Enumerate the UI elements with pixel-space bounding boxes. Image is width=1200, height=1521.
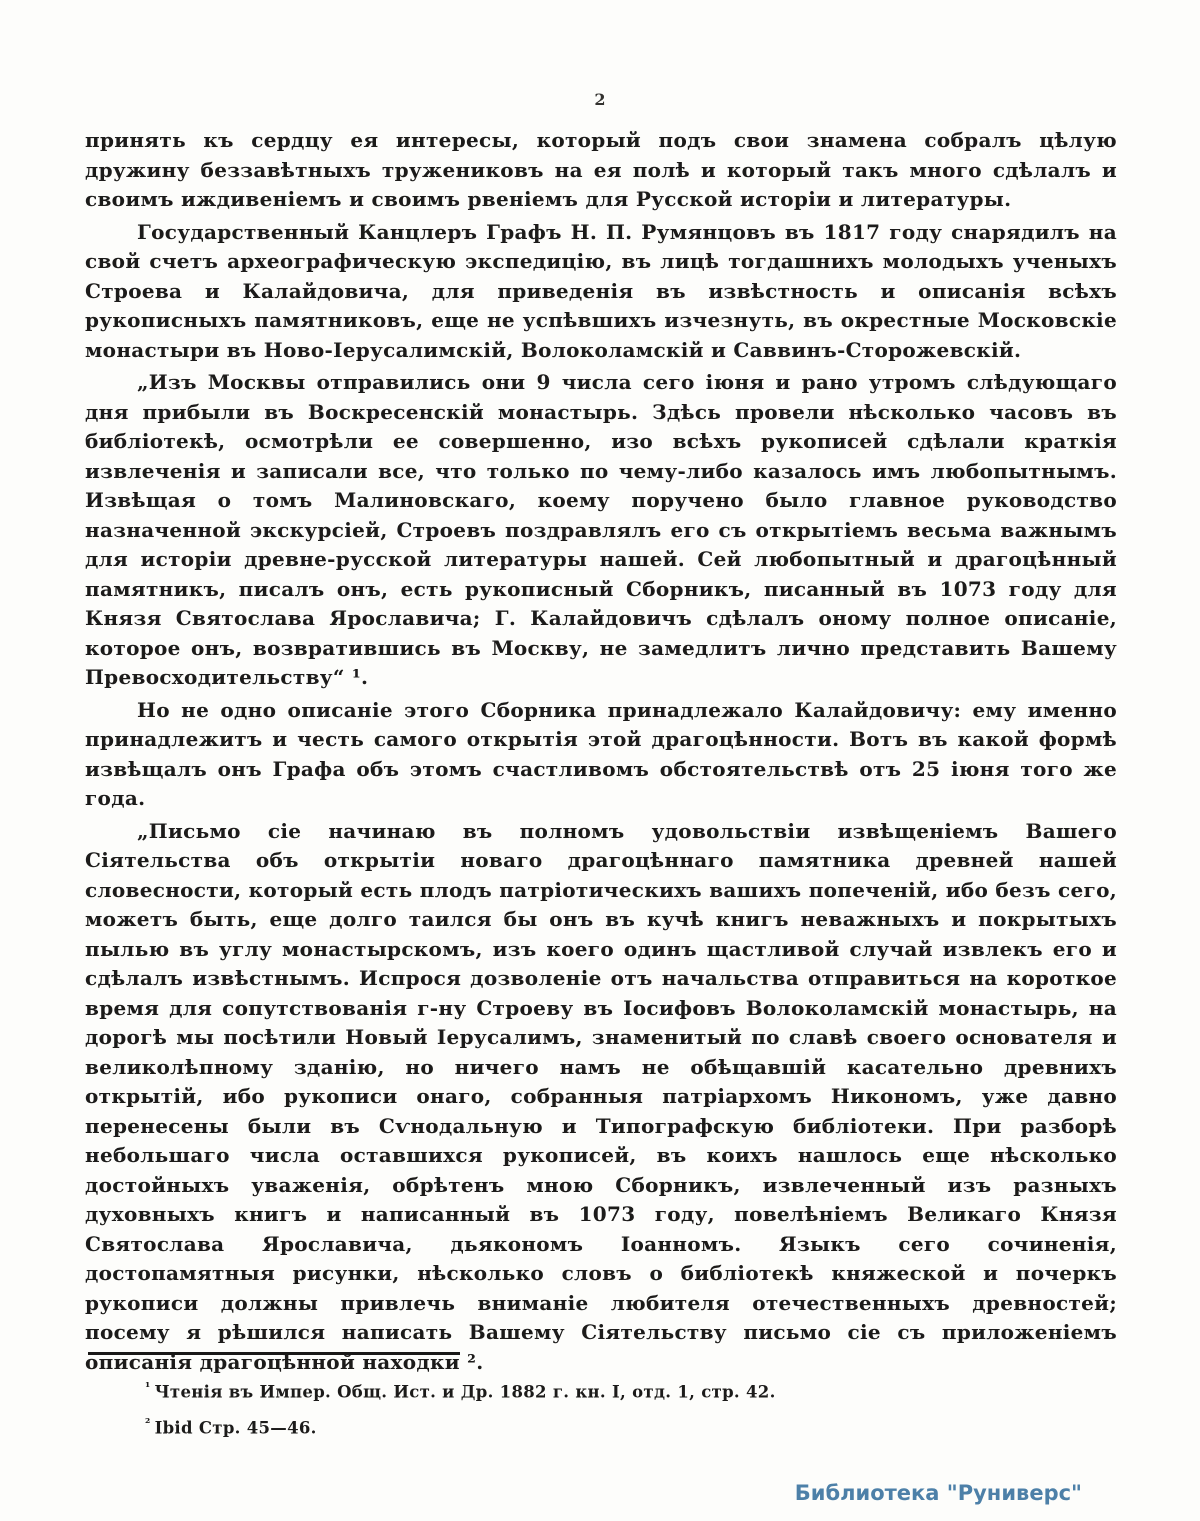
footnote-marker: ¹ bbox=[145, 1380, 151, 1394]
paragraph: „Изъ Москвы отправились они 9 числа сего іюня и рано утромъ слѣдующаго дня прибыли въ Воскресенскій монастырь. Здѣсь провели нѣсколько часовъ въ библіотекѣ, осмотрѣли ее совершенно, изо всѣхъ рукописей сдѣлали краткія извлеченія и записали все, что только по чему-либо казалось имъ любопытнымъ. Извѣщая о томъ Малиновскаго, коему поручено было главное руководство назначенной экскурсіей, Строевъ поздравлялъ его съ открытіемъ весьма важнымъ для исторіи древне-русской литературы нашей. Сей любопытный и драгоцѣнный памятникъ, писалъ онъ, есть рукописный Сборникъ, писанный въ 1073 году для Князя Святослава Ярославича; Г. Калайдовичъ сдѣлалъ оному полное описаніе, которое онъ, возвратившись въ Москву, не замедлитъ лично представить Вашему Превосходительству“ ¹. bbox=[85, 370, 1117, 689]
footnote-marker: ² bbox=[145, 1415, 151, 1430]
paragraph: Государственный Канцлеръ Графъ Н. П. Румянцовъ въ 1817 году снарядилъ на свой счетъ археографическую экспедицію, въ лицѣ тогдашнихъ молодыхъ ученыхъ Строева и Калайдовича, для приведенія въ извѣстность и описанія всѣхъ рукописныхъ памятниковъ, еще не успѣвшихъ изчезнуть, въ окрестные Московскіе монастыри въ Ново-Іерусалимскій, Волоколамскій и Саввинъ-Сторожевскій. bbox=[85, 219, 1117, 362]
footnotes bbox=[85, 1372, 1117, 1443]
paragraph-continuation: принять къ сердцу ея интересы, который подъ свои знамена собралъ цѣлую дружину беззавѣтныхъ тружениковъ на ея полѣ и который такъ много сдѣлалъ и своимъ иждивеніемъ и своимъ рвеніемъ для Русской исторіи и литературы. bbox=[85, 128, 1117, 211]
footnote-separator bbox=[88, 1352, 460, 1355]
paragraph: Но не одно описаніе этого Сборника принадлежало Калайдовичу: ему именно принадлежитъ и честь самого открытія этой драгоцѣнности. Вотъ въ какой формѣ извѣщалъ онъ Графа объ этомъ счастливомъ обстоятельствѣ отъ 25 іюня того же года. bbox=[85, 697, 1117, 810]
page-number: 2 bbox=[594, 90, 606, 109]
watermark: Библиотека "Руниверс" bbox=[794, 1481, 1082, 1505]
footnote bbox=[85, 1372, 1117, 1408]
footnote-text: Чтенія въ Импер. Общ. Ист. и Др. 1882 г. кн. I, отд. 1, стр. 42. bbox=[154, 1382, 776, 1402]
body-text bbox=[85, 126, 1117, 1380]
footnote bbox=[85, 1408, 1117, 1444]
paragraph: „Письмо сіе начинаю въ полномъ удовольствіи извѣщеніемъ Вашего Сіятельства объ открытіи новаго драгоцѣннаго памятника древней нашей словесности, который есть плодъ патріотическихъ вашихъ попеченій, ибо безъ сего, можетъ быть, еще долго таился бы онъ въ кучѣ книгъ неважныхъ и покрытыхъ пылью въ углу монастырскомъ, изъ коего одинъ щастливой случай извлекъ его и сдѣлалъ извѣстнымъ. Испрося дозволеніе отъ начальства отправиться на короткое время для сопутствованія г-ну Строеву въ Іосифовъ Волоколамскій монастырь, на дорогѣ мы посѣтили Новый Іерусалимъ, знаменитый по славѣ своего основателя и великолѣпному зданію, но ничего намъ не обѣщавшій касательно древнихъ открытій, ибо рукописи онаго, собранныя патріархомъ Никономъ, уже давно перенесены были въ Сѵнодальную и Типографскую библіотеки. При разборѣ небольшаго числа оставшихся рукописей, въ коихъ нашлось еще нѣсколько достойныхъ уваженія, обрѣтенъ мною Сборникъ, извлеченный изъ разныхъ духовныхъ книгъ и написанный въ 1073 году, повелѣніемъ Великаго Князя Святослава Ярославича, дьякономъ Іоанномъ. Языкъ сего сочиненія, достопамятныя рисунки, нѣсколько словъ о библіотекѣ княжеской и почеркъ рукописи должны привлечь вниманіе любителя отечественныхъ древностей; посему я рѣшился написать Вашему Сіятельству письмо сіе съ приложеніемъ описанія драгоцѣнной находки ². bbox=[85, 818, 1117, 1374]
footnote-text: Ibid Стр. 45—46. bbox=[154, 1418, 317, 1437]
